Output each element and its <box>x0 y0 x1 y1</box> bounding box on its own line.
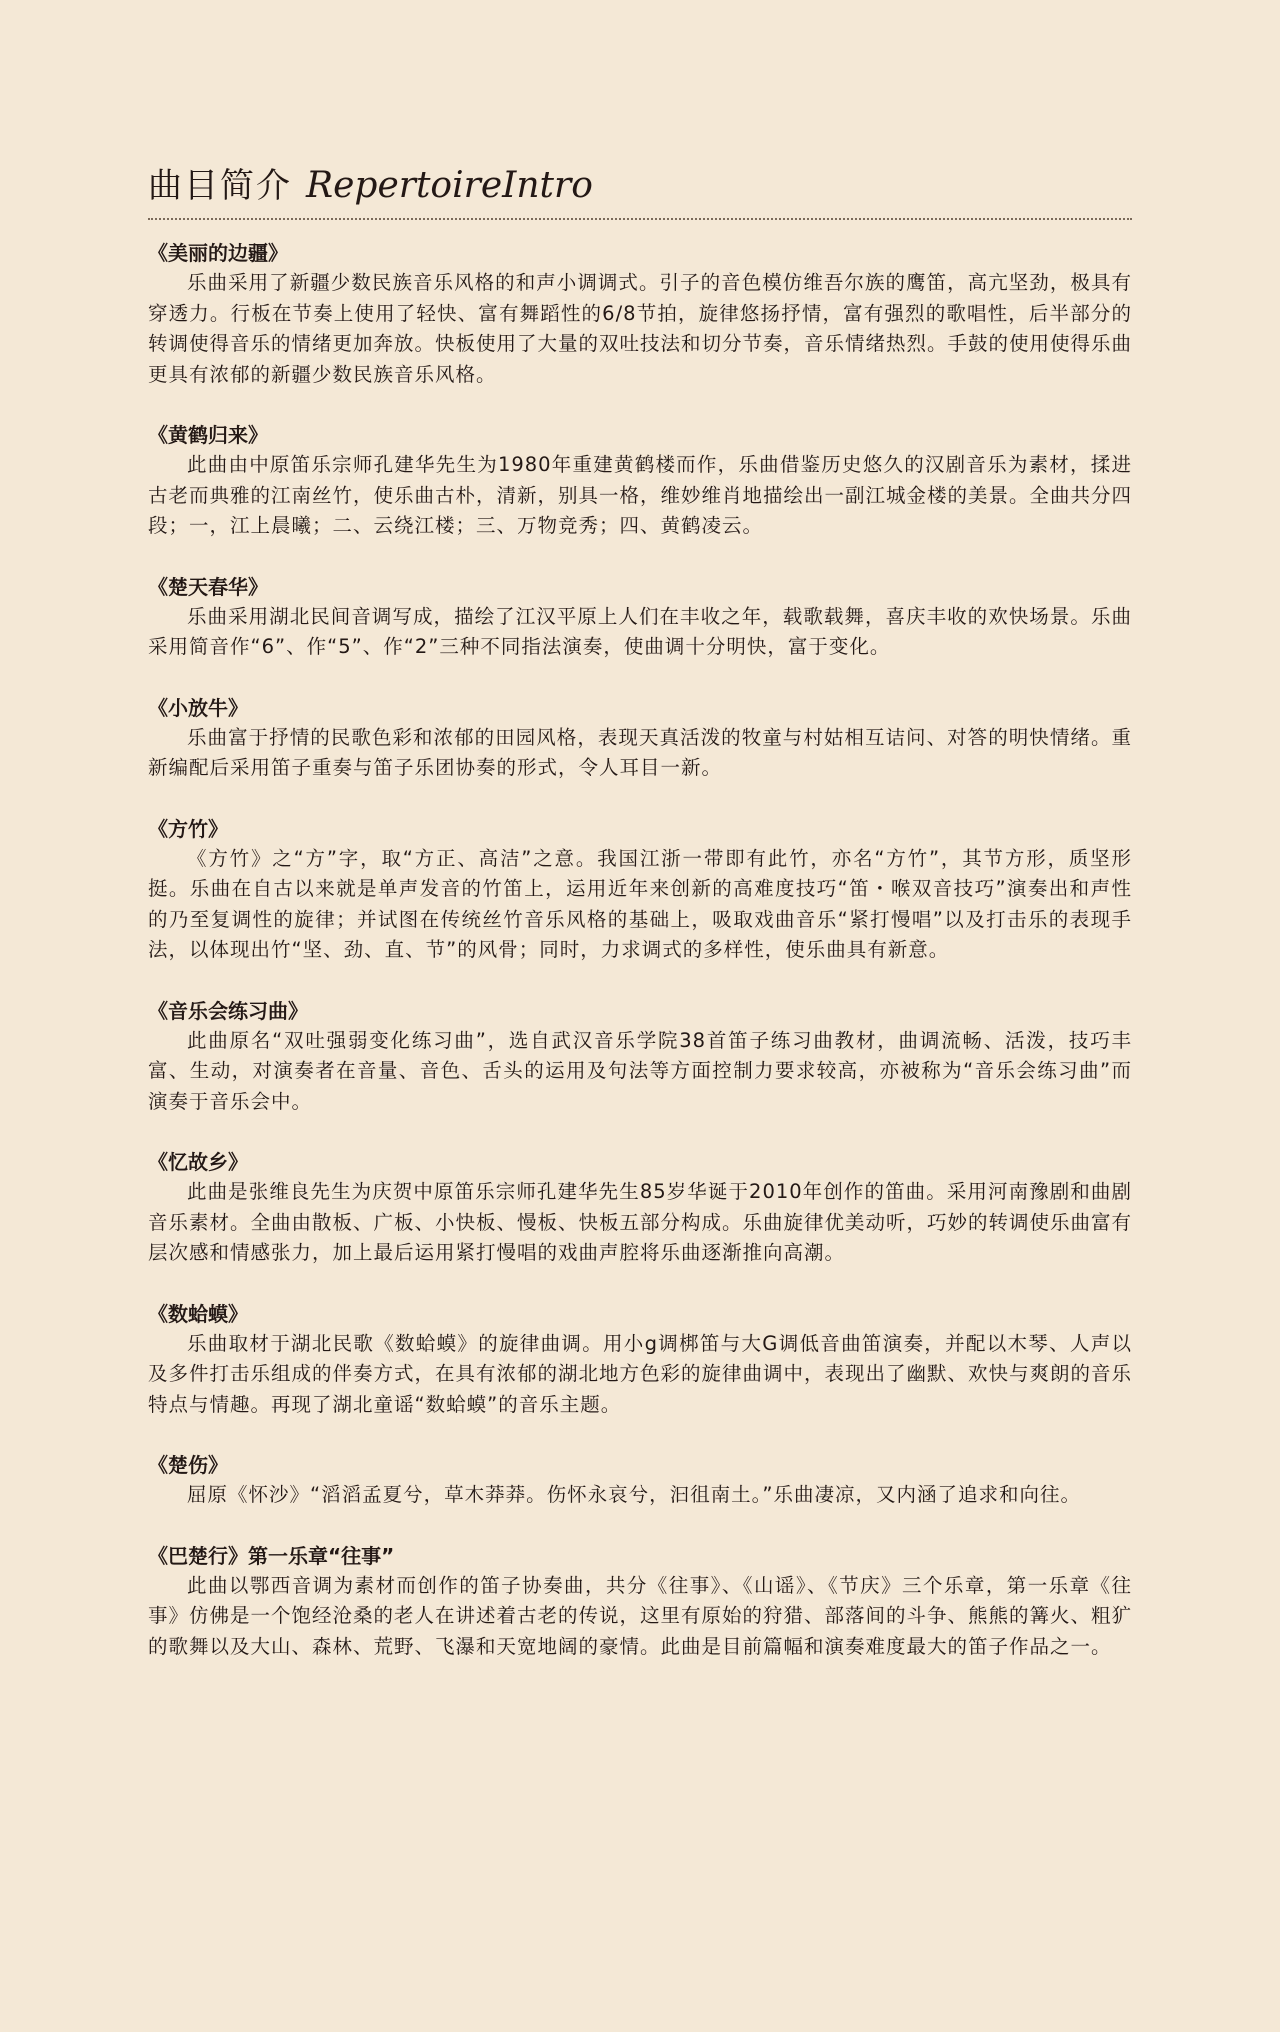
repertoire-item-title: 《忆故乡》 <box>148 1150 248 1174</box>
repertoire-item-title: 《数蛤蟆》 <box>148 1301 248 1326</box>
repertoire-item <box>148 1450 1132 1511</box>
repertoire-item <box>148 1299 1132 1421</box>
repertoire-item-body: 乐曲采用湖北民间音调写成，描绘了江汉平原上人们在丰收之年，载歌载舞，喜庆丰收的欢快场景。乐曲采用简音作“6”、作“5”、作“2”三种不同指法演奏，使曲调十分明快，富于变化。 <box>148 604 1132 658</box>
repertoire-item <box>148 238 1132 390</box>
repertoire-item-body: 乐曲富于抒情的民歌色彩和浓郁的田园风格，表现天真活泼的牧童与村姑相互诘问、对答的明快情绪。重新编配后采用笛子重奏与笛子乐团协奏的形式，令人耳目一新。 <box>148 725 1132 779</box>
repertoire-item <box>148 1147 1132 1269</box>
repertoire-item-title: 《楚天春华》 <box>148 574 268 599</box>
repertoire-item <box>148 693 1132 784</box>
repertoire-item <box>148 572 1132 663</box>
repertoire-item-title: 《巴楚行》第一乐章“往事” <box>148 1543 395 1568</box>
repertoire-item-title: 《小放牛》 <box>148 695 248 720</box>
repertoire-item-title: 《美丽的边疆》 <box>148 241 288 265</box>
repertoire-list <box>148 238 1132 1662</box>
repertoire-item-body: 此曲是张维良先生为庆贺中原笛乐宗师孔建华先生85岁华诞于2010年创作的笛曲。采用河南豫剧和曲剧音乐素材。全曲由散板、广板、小快板、慢板、快板五部分构成。乐曲旋律优美动听，巧妙的转调使乐曲富有层次感和情感张力，加上最后运用紧打慢唱的戏曲声腔将乐曲逐渐推向高潮。 <box>148 1180 1133 1264</box>
repertoire-item-body: 乐曲采用了新疆少数民族音乐风格的和声小调调式。引子的音色模仿维吾尔族的鹰笛，高亢坚劲，极具有穿透力。行板在节奏上使用了轻快、富有舞蹈性的6/8节拍，旋律悠扬抒情，富有强烈的歌唱性，后半部分的转调使得音乐的情绪更加奔放。快板使用了大量的双吐技法和切分节奏，音乐情绪热烈。手鼓的使用使得乐曲更具有浓郁的新疆少数民族音乐风格。 <box>148 271 1133 386</box>
repertoire-item-title: 《音乐会练习曲》 <box>148 998 308 1023</box>
repertoire-item-body: 此曲原名“双吐强弱变化练习曲”，选自武汉音乐学院38首笛子练习曲教材，曲调流畅、活泼，技巧丰富、生动，对演奏者在音量、音色、舌头的运用及句法等方面控制力要求较高，亦被称为“音乐会练习曲”而演奏于音乐会中。 <box>148 1028 1132 1113</box>
repertoire-item <box>148 996 1132 1118</box>
repertoire-item-title: 《方竹》 <box>148 816 228 841</box>
page-title <box>148 158 1132 208</box>
page-title-en: RepertoireIntro <box>306 165 593 206</box>
repertoire-item <box>148 1541 1132 1663</box>
repertoire-item-body: 《方竹》之“方”字，取“方正、高洁”之意。我国江浙一带即有此竹，亦名“方竹”，其节方形，质坚形挺。乐曲在自古以来就是单声发音的竹笛上，运用近年来创新的高难度技巧“笛・喉双音技巧”演奏出和声性的乃至复调性的旋律；并试图在传统丝竹音乐风格的基础上，吸取戏曲音乐“紧打慢唱”以及打击乐的表现手法，以体现出竹“坚、劲、直、节”的风骨；同时，力求调式的多样性，使乐曲具有新意。 <box>148 846 1132 961</box>
repertoire-item-title: 《黄鹤归来》 <box>148 423 268 447</box>
repertoire-page <box>148 158 1132 1692</box>
repertoire-item <box>148 420 1132 542</box>
dotted-divider <box>148 218 1132 220</box>
repertoire-item-body: 此曲以鄂西音调为素材而创作的笛子协奏曲，共分《往事》、《山谣》、《节庆》三个乐章，第一乐章《往事》仿佛是一个饱经沧桑的老人在讲述着古老的传说，这里有原始的狩猎、部落间的斗争、熊熊的篝火、粗犷的歌舞以及大山、森林、荒野、飞瀑和天宽地阔的豪情。此曲是目前篇幅和演奏难度最大的笛子作品之一。 <box>148 1573 1133 1658</box>
repertoire-item-body: 此曲由中原笛乐宗师孔建华先生为1980年重建黄鹤楼而作，乐曲借鉴历史悠久的汉剧音乐为素材，揉进古老而典雅的江南丝竹，使乐曲古朴，清新，别具一格，维妙维肖地描绘出一副江城金楼的美景。全曲共分四段；一，江上晨曦；二、云绕江楼；三、万物竞秀；四、黄鹤凌云。 <box>148 453 1133 537</box>
page-title-cn: 曲目简介 <box>148 166 292 206</box>
repertoire-item-body: 屈原《怀沙》“滔滔孟夏兮，草木莽莽。伤怀永哀兮，汩徂南土。”乐曲凄凉，又内涵了追求和向往。 <box>187 1483 1081 1506</box>
repertoire-item <box>148 814 1132 966</box>
repertoire-item-body: 乐曲取材于湖北民歌《数蛤蟆》的旋律曲调。用小g调梆笛与大G调低音曲笛演奏，并配以木琴、人声以及多件打击乐组成的伴奏方式，在具有浓郁的湖北地方色彩的旋律曲调中，表现出了幽默、欢快与爽朗的音乐特点与情趣。再现了湖北童谣“数蛤蟆”的音乐主题。 <box>148 1331 1133 1416</box>
repertoire-item-title: 《楚伤》 <box>148 1453 228 1477</box>
